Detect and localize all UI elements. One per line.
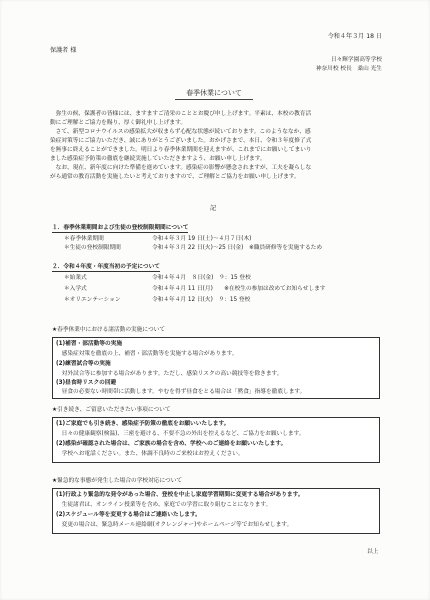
- activities-item-title: (2)練習試合等の実施: [56, 361, 111, 367]
- notice-item-title: (2)感染が確認された場合は、ご家族の場合を含め、学校へのご連絡をお願いいたします。: [56, 441, 287, 447]
- section-2-heading: ２．令和４年度・年度当初の予定について: [52, 264, 160, 270]
- intro-line: 弥生の候、保護者の皆様には、ますますご清栄のこととお慶び申し上げます。平素は、本校の教育活: [50, 111, 312, 117]
- date-line: 令和４年３月 18 日: [327, 33, 382, 40]
- notice-box: [52, 417, 380, 463]
- activities-box: [52, 337, 380, 399]
- section-2-label: ＊入学式: [64, 286, 87, 292]
- activities-heading: ★春季休業中における諸活動の実施について: [52, 327, 166, 333]
- section-1-value: 令和４年３月 19 日(土)～４月７日(木): [152, 236, 252, 242]
- section-1-value: 令和４年３月 22 日(火)～25 日(金) ※職員研修等を実施するため: [152, 245, 323, 251]
- notice-heading: ★引き続き、ご留意いただきたい事項について: [52, 407, 171, 413]
- section-2-value: 令和４年４月 12 日(火) ９：15 登校: [152, 297, 251, 303]
- activities-item-text: 昼食の必要ない時間帯に活動します。やむを得ず昼食をとる場合は「黙食」指導を徹底します。: [56, 389, 306, 395]
- ki-marker: 記: [210, 205, 217, 212]
- recipient-line: 保護者 様: [50, 47, 77, 54]
- intro-line: 動にご理解とご協力を賜り、厚く御礼申し上げます。: [50, 120, 187, 126]
- activities-item-text: 対外試合等に参加する場合があります。ただし、感染リスクの高い競技等を除きます。: [56, 371, 283, 377]
- emergency-item-title: (2)スケジュール等を変更する場合はご連絡いたします。: [56, 512, 201, 518]
- emergency-item-text: 変更の場合は、緊急時メール連絡網(オクレンジャー)やホームページ等でお知らせします。: [56, 522, 293, 528]
- notice-item-text: 日々の健康観察(検温)、三密を避ける、不要不急の外出を控えるなど、ご協力をお願いします。: [56, 431, 305, 437]
- notice-item-text: 学校へお電話ください。また、体調不良時のご来校はお控えください。: [56, 451, 244, 457]
- intro-line: を無事に終えることができました。明日より春季休業期間を迎えますが、これまでにお願いしてまいり: [50, 147, 312, 153]
- section-1-heading: １．春季休業期間および生徒の登校制限期間について: [52, 225, 189, 231]
- closing-mark: 以上: [367, 549, 379, 555]
- notice-item-title: (1)ご家庭でも引き続き、感染症予防策の徹底をお願いいたします。: [56, 421, 230, 427]
- section-2-value: 令和４年４月 11 日(月) ※在校生の参加は改めてお知らせします: [152, 286, 326, 292]
- intro-line: なお、現在、新年度に向けた準備を進めています。感染症の影響が懸念されますが、工夫を凝らしな: [50, 165, 312, 171]
- emergency-item-title: (1)行政より緊急的な発令があった場合、登校を中止し家庭学習期間に変更する場合があります。: [56, 492, 304, 498]
- intro-line: さて、新型コロナウイルスの感染拡大が収まらず心配な状態が続いております。このようななか、感: [50, 129, 311, 135]
- school-name: 日々輝学園高等学校: [330, 57, 382, 63]
- principal-name: 神奈川校 校長 桑山 光生: [315, 66, 382, 72]
- activities-item-title: (3)昼食時リスクの回避: [56, 380, 117, 386]
- page-title: 春季休業について: [175, 88, 253, 100]
- activities-item-title: (1)補習・部活動等の実施: [56, 341, 123, 347]
- intro-line: がら通常の教育活動を実施したいと考えておりますので、ご理解とご協力をお願い申し上げます。: [50, 174, 300, 180]
- section-2-label: ＊始業式: [64, 275, 87, 281]
- intro-line: ました感染症予防策の徹底を継続実施していただきますよう、お願い申し上げます。: [50, 156, 266, 162]
- section-1-label: ＊春季休業期間: [64, 236, 104, 242]
- emergency-heading: ★緊急的な事態が発生した場合の学校対応について: [52, 478, 183, 484]
- section-2-label: ＊オリエンテーション: [64, 297, 121, 303]
- intro-line: 染症対策等にご協力いただき、誠にありがとうございました。おかげさまで、本日、令和３年度修了式: [50, 138, 312, 144]
- activities-item-text: 感染症対策を徹底の上、補習・部活動等を実施する場合があります。: [56, 351, 238, 357]
- section-1-label: ＊生徒の登校制限期間: [64, 245, 121, 251]
- emergency-item-text: 生徒諸君は、オンライン授業等を含め、家庭での学習に取り組むことになります。: [56, 502, 272, 508]
- section-2-value: 令和４年４月 ８日(金) ９：15 登校: [152, 275, 251, 281]
- emergency-box: [52, 488, 380, 534]
